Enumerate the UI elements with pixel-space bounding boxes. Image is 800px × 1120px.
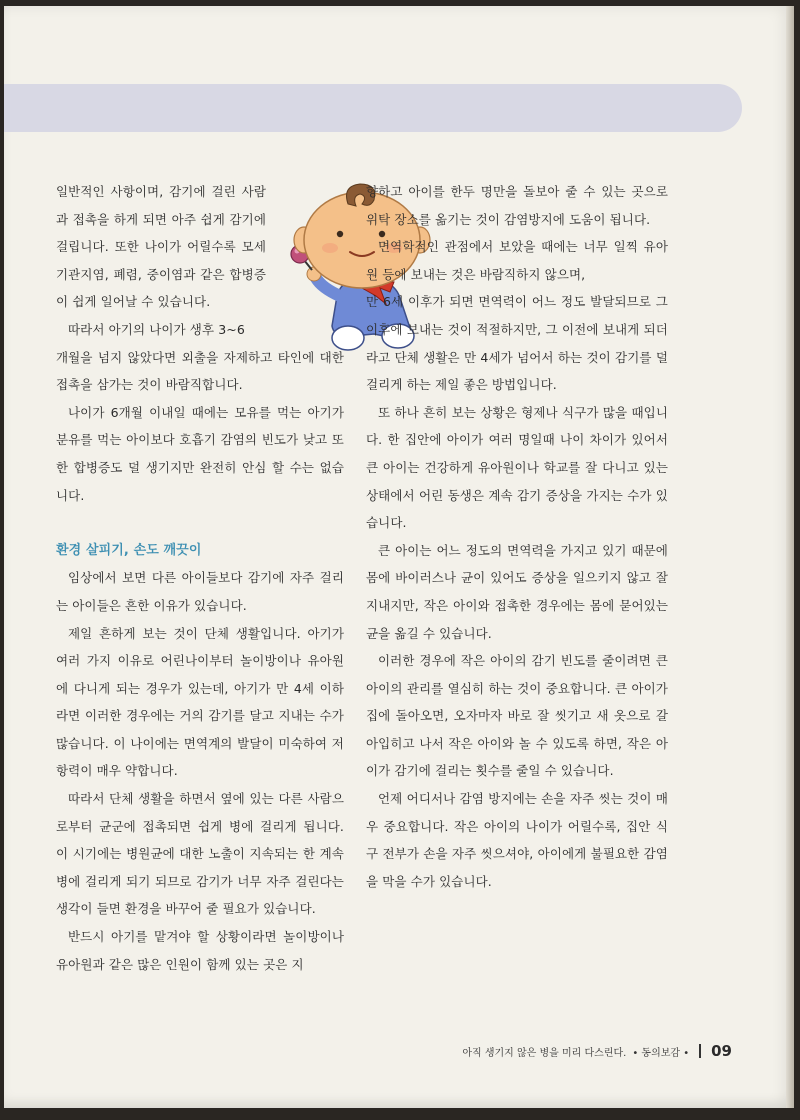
paragraph: 큰 아이는 어느 정도의 면역력을 가지고 있기 때문에 몸에 바이러스나 균이 있어도 증상을 일으키지 않고 잘 지내지만, 작은 아이와 접촉한 경우에는 몸에 묻어있는 균을 옮길 수 있습니다.: [366, 542, 668, 641]
paragraph: 또 하나 흔히 보는 상황은 형제나 식구가 많을 때입니다. 한 집안에 아이가 여러 명일때 나이 차이가 있어서 큰 아이는 건강하게 유아원이나 학교를 잘 다니고 있는 상태에서 어린 동생은 계속 감기 증상을 가지는 수가 있습니다.: [366, 404, 668, 531]
footer-tagline: 아직 생기지 않은 병을 미리 다스린다.: [462, 1047, 627, 1059]
paragraph: 임상에서 보면 다른 아이들보다 감기에 자주 걸리는 아이들은 흔한 이유가 있습니다.: [56, 570, 344, 613]
paragraph: 제일 흔하게 보는 것이 단체 생활입니다. 아기가 여러 가지 이유로 어린나이부터 놀이방이나 유아원에 다니게 되는 경우가 있는데, 아기가 만 4세 이하라면 이러한 경우에는 거의 감기를 달고 지내는 수가 많습니다. 이 나이에는 면역계의 발달이 미숙하여 저항력이 매우 약합니다.: [56, 625, 344, 779]
header-band: [4, 84, 742, 132]
paragraph: 만 6세 이후가 되면 면역력이 어느 정도 발달되므로 그 이후에 보내는 것이 적절하지만, 그 이전에 보내게 되더라고 단체 생활은 만 4세가 넘어서 하는 것이 감기를 덜 걸리게 하는 제일 좋은 방법입니다.: [366, 294, 668, 393]
paragraph: 언제 어디서나 감염 방지에는 손을 자주 씻는 것이 매우 중요합니다. 작은 아이의 나이가 어릴수록, 집안 식구 전부가 손을 자주 씻으셔야, 아이에게 불필요한 감염을 막을 수가 있습니다.: [366, 791, 668, 889]
paragraph: 따라서 단체 생활을 하면서 옆에 있는 다른 사람으로부터 균군에 접촉되면 쉽게 병에 걸리게 됩니다. 이 시기에는 병원균에 대한 노출이 지속되는 한 계속 병에 걸리게 되기 되므로 감기가 너무 자주 걸린다는 생각이 들면 환경을 바꾸어 줄 필요가 있습니다.: [56, 791, 344, 917]
right-column: [366, 178, 668, 895]
footer-divider: [699, 1044, 701, 1058]
paragraph: 향하고 아이를 한두 명만을 돌보아 줄 수 있는 곳으로 위탁 장소를 옮기는 것이 감염방지에 도움이 됩니다.: [366, 184, 668, 227]
paragraph: 면역학적인 관점에서 보았을 때에는 너무 일찍 유아원 등에 보내는 것은 바람직하지 않으며,: [366, 239, 668, 282]
paragraph: 따라서 아기의 나이가 생후 3~6: [68, 321, 245, 337]
book-page: [4, 6, 794, 1108]
page-number: 09: [711, 1042, 732, 1060]
section-heading: 환경 살피기, 손도 깨끗이: [56, 542, 202, 558]
page-footer: [462, 1042, 732, 1060]
paragraph: 나이가 6개월 이내일 때에는 모유를 먹는 아기가 분유를 먹는 아이보다 호흡기 감염의 빈도가 낮고 또한 합병증도 덜 생기지만 완전히 안심 할 수는 없습니다.: [56, 404, 344, 503]
paragraph: 이러한 경우에 작은 아이의 감기 빈도를 줄이려면 큰 아이의 관리를 열심히 하는 것이 중요합니다. 큰 아이가 집에 돌아오면, 오자마자 바로 잘 씻기고 새 옷으로 갈아입히고 나서 작은 아이와 놀 수 있도록 하면, 작은 아이가 감기에 걸리는 횟수를 줄일 수 있습니다.: [366, 653, 668, 779]
paragraph: 개월을 넘지 않았다면 외출을 자제하고 타인에 대한 접촉을 삼가는 것이 바람직합니다.: [56, 349, 344, 393]
paragraph: 반드시 아기를 맡겨야 할 상황이라면 놀이방이나 유아원과 같은 많은 인원이 함께 있는 곳은 지: [56, 929, 344, 972]
page-spine: [786, 6, 794, 1108]
scan-edge: [0, 1108, 800, 1120]
footer-brand: • 동의보감 •: [632, 1047, 690, 1059]
paragraph: 일반적인 사항이며, 감기에 걸린 사람과 접촉을 하게 되면 아주 쉽게 감기에 걸립니다. 또한 나이가 어릴수록 모세기관지염, 폐렴, 중이염과 같은 합병증이 쉽게 일어날 수 있습니다.: [56, 184, 266, 310]
